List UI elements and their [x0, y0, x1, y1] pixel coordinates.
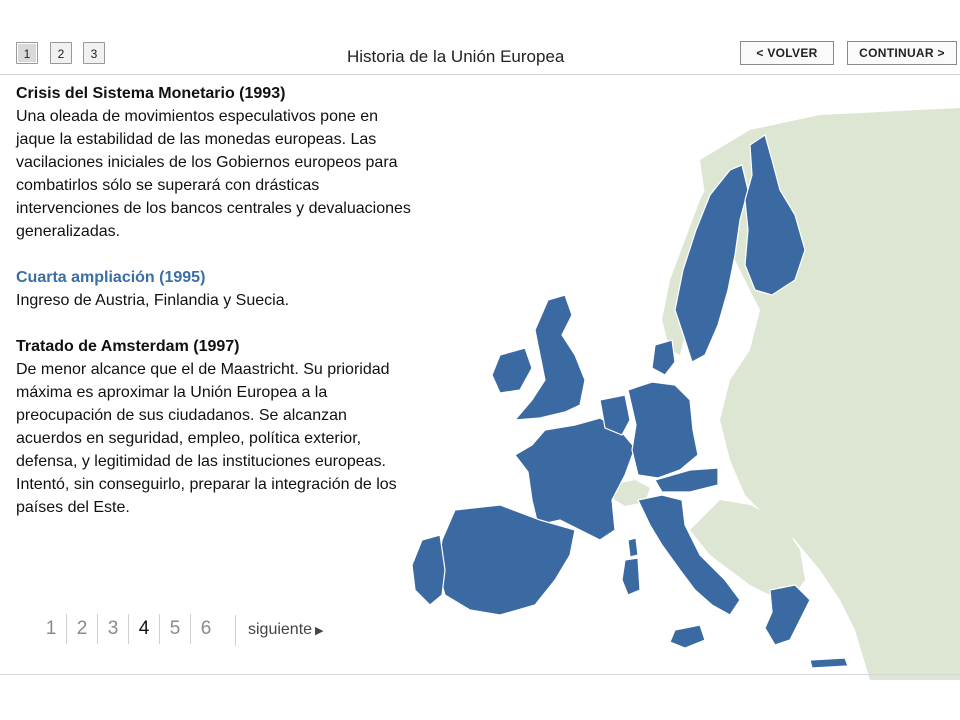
- map-country-denmark: [652, 340, 675, 375]
- page-title: Historia de la Unión Europea: [347, 47, 565, 66]
- map-country-sardinia: [622, 558, 640, 595]
- map-country-greece: [765, 585, 810, 645]
- section-body: Ingreso de Austria, Finlandia y Suecia.: [16, 292, 290, 309]
- map-country-ireland: [492, 348, 532, 393]
- pager: [36, 614, 324, 644]
- continue-button[interactable]: CONTINUAR >: [847, 41, 957, 65]
- map-country-portugal: [412, 535, 445, 605]
- footer-divider: [0, 674, 960, 675]
- page-link-1[interactable]: 1: [45, 618, 57, 639]
- section-body: De menor alcance que el de Maastricht. Su prioridad máxima es aproximar la Unión Europea a la preocupación de sus ciudadanos. Se alcanzan acuerdos en seguridad, empleo, política exterior, defensa, y legitimidad de las instituciones europeas. Intentó, sin conseguirlo, preparar la integración de los países del Este.: [16, 361, 397, 516]
- europe-map: [400, 100, 960, 680]
- next-page-link[interactable]: [235, 615, 324, 646]
- tab-1[interactable]: 1: [16, 42, 38, 64]
- map-country-corsica: [628, 538, 638, 557]
- map-country-sicily: [670, 625, 705, 648]
- page-link-6[interactable]: 6: [190, 614, 221, 644]
- section-heading: Crisis del Sistema Monetario (1993): [16, 85, 286, 102]
- page-link-4-current[interactable]: 4: [128, 614, 159, 644]
- section-heading: Tratado de Amsterdam (1997): [16, 338, 240, 355]
- page-link-2[interactable]: 2: [66, 614, 97, 644]
- tab-2[interactable]: 2: [50, 42, 72, 64]
- page-link-5[interactable]: 5: [159, 614, 190, 644]
- section-tratado-amsterdam: [16, 335, 411, 519]
- section-crisis-monetaria: [16, 82, 411, 243]
- header-bar: [0, 36, 960, 75]
- map-country-crete: [810, 658, 848, 668]
- next-page-label: siguiente: [248, 621, 313, 638]
- map-country-germany: [628, 382, 698, 478]
- tab-3[interactable]: 3: [83, 42, 105, 64]
- section-body: Una oleada de movimientos especulativos pone en jaque la estabilidad de las monedas europeas. Las vacilaciones iniciales de los Gobiernos europeos para combatirlos sólo se superará con drásticas intervenciones de los bancos centrales y devaluaciones generalizadas.: [16, 108, 411, 240]
- back-button[interactable]: < VOLVER: [740, 41, 834, 65]
- content-panel: [16, 82, 411, 542]
- section-heading-link[interactable]: Cuarta ampliación (1995): [16, 269, 206, 286]
- page-link-3[interactable]: 3: [97, 614, 128, 644]
- play-right-icon: ▶: [315, 625, 324, 637]
- section-cuarta-ampliacion: [16, 266, 411, 312]
